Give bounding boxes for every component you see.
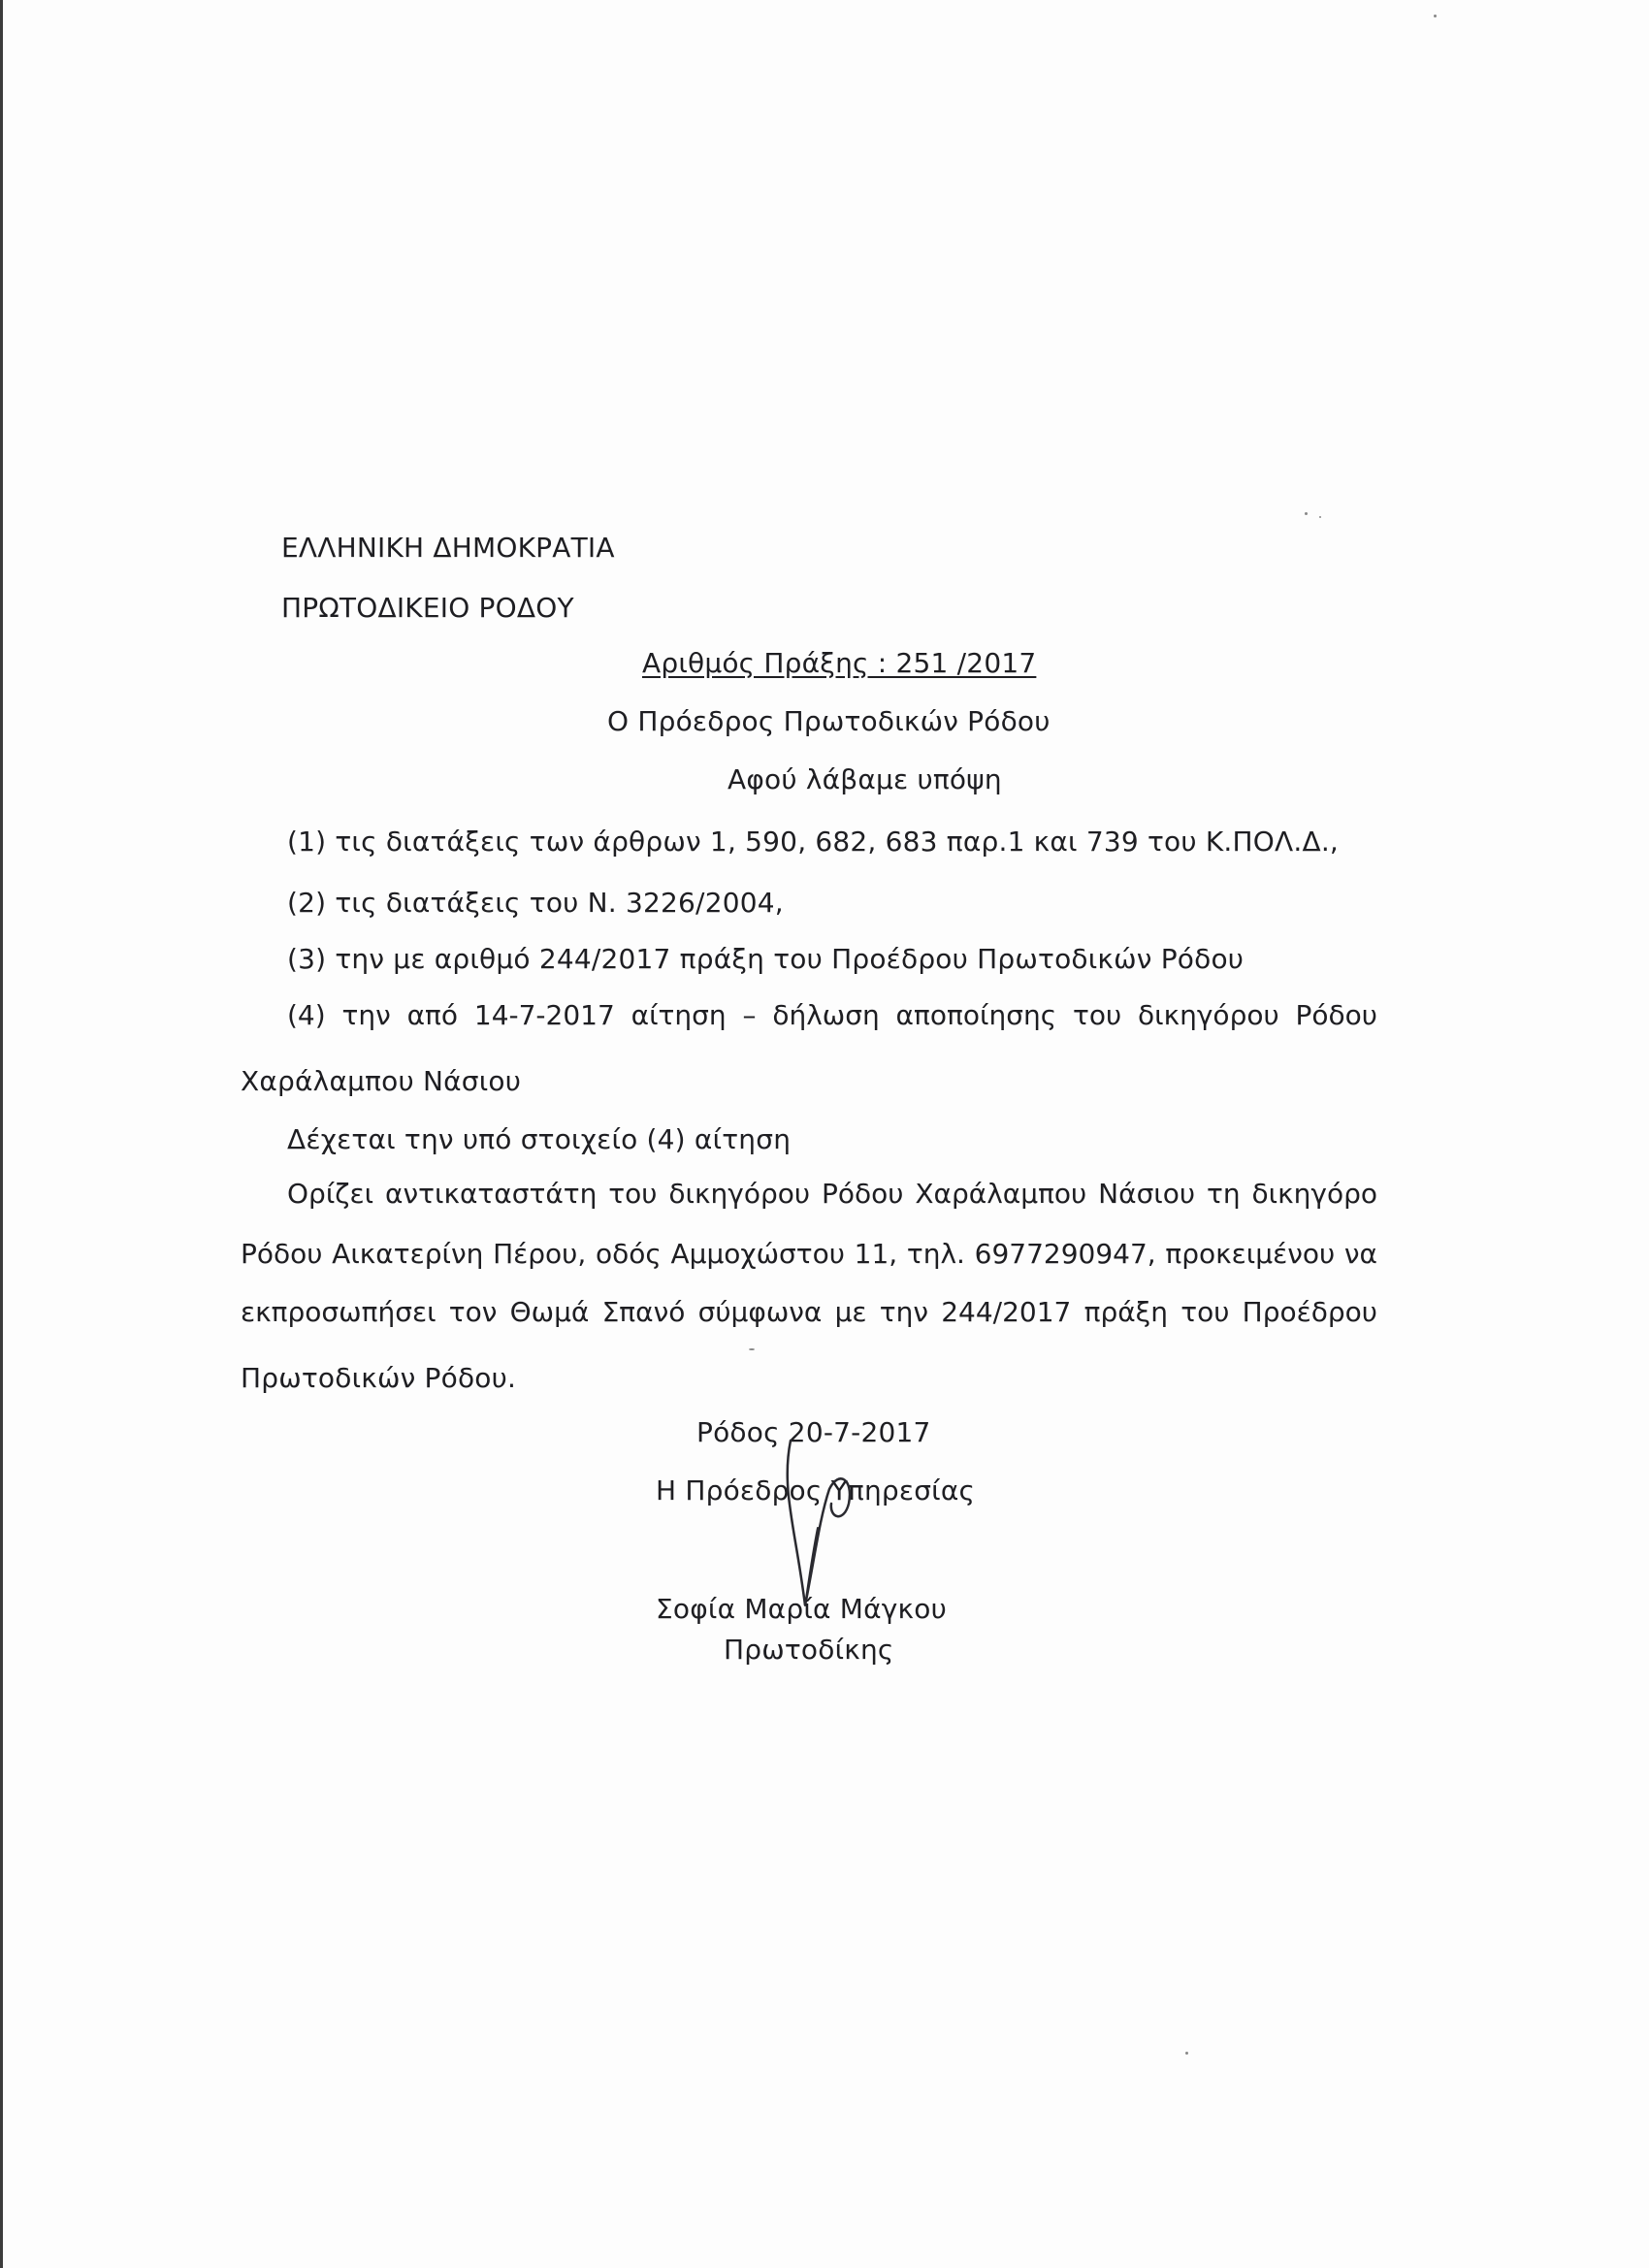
header-country: ΕΛΛΗΝΙΚΗ ΔΗΜΟΚΡΑΤΙΑ	[281, 532, 615, 564]
decision-line	[287, 1178, 1377, 1211]
scan-speck	[749, 1348, 755, 1350]
consideration-item	[287, 999, 1377, 1032]
consideration-item: (1) τις διατάξεις των άρθρων 1, 590, 682, 683 παρ.1 και 739 του Κ.ΠΟΛ.Δ.,	[287, 826, 1340, 858]
signatory-name: Σοφία Μαρία Μάγκου	[656, 1593, 947, 1625]
issuer: Ο Πρόεδρος Πρωτοδικών Ρόδου	[607, 705, 1051, 737]
consideration-item: (3) την με αριθμό 244/2017 πράξη του Προέδρου Πρωτοδικών Ρόδου	[287, 943, 1245, 975]
consideration-item: (2) τις διατάξεις του Ν. 3226/2004,	[287, 887, 784, 919]
decision-line	[241, 1238, 1377, 1271]
scan-speck	[1434, 15, 1437, 17]
consideration-item-continuation: Χαράλαμπου Νάσιου	[241, 1065, 522, 1097]
act-number: Αριθμός Πράξης : 251 /2017	[642, 647, 1037, 679]
header-court: ΠΡΩΤΟΔΙΚΕΙΟ ΡΟΔΟΥ	[281, 592, 574, 624]
consideration-item-text: (4) την από 14-7-2017 αίτηση – δήλωση αποποίησης του δικηγόρου Ρόδου	[287, 999, 1377, 1031]
decision-line-text: Ορίζει αντικαταστάτη του δικηγόρου Ρόδου Χαράλαμπου Νάσιου τη δικηγόρο	[287, 1178, 1377, 1210]
decision-line-text: εκπροσωπήσει τον Θωμά Σπανό σύμφωνα με την 244/2017 πράξη του Προέδρου	[241, 1296, 1377, 1328]
scan-speck	[1319, 516, 1321, 518]
signatory-title: Πρωτοδίκης	[724, 1634, 894, 1666]
place-date: Ρόδος 20-7-2017	[696, 1416, 931, 1448]
decision-accept: Δέχεται την υπό στοιχείο (4) αίτηση	[287, 1123, 792, 1155]
decision-line: Πρωτοδικών Ρόδου.	[241, 1362, 517, 1394]
scan-speck	[1185, 2052, 1188, 2055]
signatory-role: Η Πρόεδρος Υπηρεσίας	[656, 1474, 976, 1507]
scan-edge	[0, 0, 3, 2268]
decision-line	[241, 1296, 1377, 1329]
considering-heading: Αφού λάβαμε υπόψη	[728, 763, 1002, 795]
scan-speck	[1305, 512, 1308, 515]
decision-line-text: Ρόδου Αικατερίνη Πέρου, οδός Αμμοχώστου 11, τηλ. 6977290947, προκειμένου να	[241, 1238, 1377, 1270]
